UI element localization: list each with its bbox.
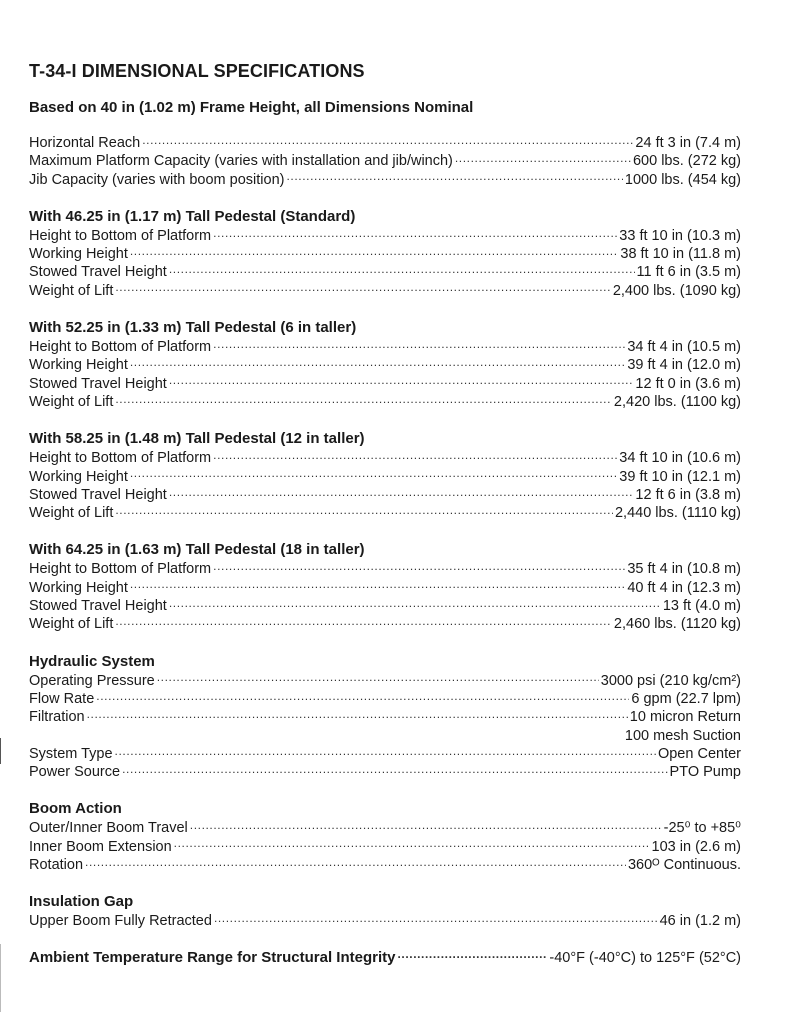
section-heading: Insulation Gap [29,893,134,911]
spec-label: Filtration [29,709,85,726]
dot-leader [174,839,650,851]
spec-value: 2,440 lbs. (1110 kg) [614,505,741,522]
spec-value: 100 mesh Suction [624,727,741,744]
section-heading: Boom Action [29,800,122,818]
spec-value: -40°F (-40°C) to 125°F (52°C) [549,949,741,966]
dot-leader [115,283,610,295]
dot-leader [213,450,617,462]
spec-row-boom-travel [29,819,741,837]
section-heading: With 64.25 in (1.63 m) Tall Pedestal (18 in taller) [29,541,365,559]
spec-row-stowed-travel-height [29,263,741,281]
spec-label: Inner Boom Extension [29,838,172,855]
spec-row-jib-capacity [29,171,741,189]
spec-label: Ambient Temperature Range for Structural Integrity [29,948,396,966]
dot-leader [130,469,617,481]
dot-leader [213,339,625,351]
spec-value: 35 ft 4 in (10.8 m) [627,561,741,578]
spec-row-height-to-bottom [29,338,741,356]
dot-leader [122,764,667,776]
spec-row-upper-boom-retracted [29,912,741,930]
dot-leader [169,264,635,276]
spec-label: Horizontal Reach [29,135,141,151]
dot-leader [213,228,617,240]
dot-leader [115,746,656,758]
spec-label: Weight of Lift [29,393,114,410]
spec-row-filtration [29,708,741,726]
spec-value: 39 ft 4 in (12.0 m) [627,357,741,374]
spec-value: 38 ft 10 in (11.8 m) [620,246,741,263]
pedestal-section-12in [29,429,741,522]
spec-value: 24 ft 3 in (7.4 m) [635,135,741,151]
section-heading: With 46.25 in (1.17 m) Tall Pedestal (Standard) [29,207,356,225]
page-subtitle: Based on 40 in (1.02 m) Frame Height, all Dimensions Nominal [29,99,474,116]
spec-row-inner-boom-extension [29,838,741,856]
spec-value: 12 ft 6 in (3.8 m) [635,486,741,503]
spec-row-system-type [29,745,741,763]
spec-value: 12 ft 0 in (3.6 m) [635,375,741,392]
spec-label: Working Height [29,468,128,485]
spec-row-weight-of-lift [29,504,741,522]
spec-value: 39 ft 10 in (12.1 m) [619,468,741,485]
dot-leader [213,561,625,573]
spec-row-height-to-bottom [29,449,741,467]
spec-value: 1000 lbs. (454 kg) [624,171,741,188]
hydraulic-system-section [29,652,741,782]
spec-row-weight-of-lift [29,615,741,633]
spec-row-horizontal-reach [29,134,741,152]
spec-value: -25⁰ to +85⁰ [663,820,741,837]
spec-label: Jib Capacity (varies with boom position) [29,171,285,188]
dot-leader [130,246,619,258]
spec-row-working-height [29,356,741,374]
spec-row-weight-of-lift [29,393,741,411]
section-heading: With 52.25 in (1.33 m) Tall Pedestal (6 in taller) [29,319,357,337]
dot-leader [130,357,626,369]
spec-value: 40 ft 4 in (12.3 m) [627,579,741,596]
dot-leader [142,135,633,147]
page-title: T-34-I DIMENSIONAL SPECIFICATIONS [29,61,365,81]
spec-label: Flow Rate [29,690,95,707]
dot-leader [214,913,658,925]
dot-leader [96,691,629,703]
spec-value: 34 ft 4 in (10.5 m) [627,339,741,356]
boom-action-section [29,799,741,874]
dot-leader [286,172,622,184]
spec-value: 103 in (2.6 m) [651,838,741,855]
dot-leader [115,616,612,628]
spec-label: Working Height [29,357,128,374]
spec-label: Maximum Platform Capacity (varies with installation and jib/winch) [29,153,453,170]
dot-leader [190,820,662,832]
spec-row-rotation [29,856,741,874]
spec-label: Outer/Inner Boom Travel [29,820,188,837]
dot-leader [115,505,613,517]
spec-label: Weight of Lift [29,505,114,522]
dot-leader [169,487,634,499]
spec-label: Rotation [29,857,84,874]
spec-row-flow-rate [29,690,741,708]
spec-label: Upper Boom Fully Retracted [29,913,212,930]
spec-value: 46 in (1.2 m) [659,913,741,930]
spec-label: Stowed Travel Height [29,598,167,615]
spec-value: 360ᴼ Continuous. [627,857,741,874]
spec-row-working-height [29,245,741,263]
spec-value: 34 ft 10 in (10.6 m) [619,450,741,467]
spec-row-ambient-temperature [29,949,741,967]
general-specs-section [29,134,741,189]
spec-row-working-height [29,468,741,486]
spec-row-power-source [29,763,741,781]
page-edge-mark [0,738,1,764]
spec-label: Weight of Lift [29,616,114,633]
spec-value: 2,460 lbs. (1120 kg) [613,616,741,633]
spec-value: 33 ft 10 in (10.3 m) [619,227,741,244]
spec-value: 11 ft 6 in (3.5 m) [636,264,741,281]
dot-leader [169,376,634,388]
spec-row-height-to-bottom [29,560,741,578]
dot-leader [455,153,631,165]
spec-row-working-height [29,579,741,597]
spec-label: Weight of Lift [29,282,114,299]
spec-label: Stowed Travel Height [29,375,167,392]
spec-label: Operating Pressure [29,672,155,689]
spec-value: 3000 psi (210 kg/cm²) [600,672,741,689]
pedestal-section-18in [29,540,741,633]
spec-row-operating-pressure [29,672,741,690]
spec-row-stowed-travel-height [29,597,741,615]
spec-label: System Type [29,745,113,762]
spec-row-filtration-continued [29,727,741,745]
spec-value: 10 micron Return [629,709,741,726]
spec-label: Power Source [29,764,121,781]
section-heading: With 58.25 in (1.48 m) Tall Pedestal (12 in taller) [29,430,365,448]
spec-label: Working Height [29,246,128,263]
section-heading: Hydraulic System [29,652,155,670]
spec-label: Height to Bottom of Platform [29,227,212,244]
dot-leader [87,709,628,721]
insulation-gap-section [29,892,741,930]
spec-value: Open Center [657,745,741,762]
spec-row-max-platform-capacity [29,152,741,170]
dot-leader [397,950,547,962]
spec-sheet [29,58,741,967]
spec-value: 13 ft (4.0 m) [662,598,741,615]
spec-label: Height to Bottom of Platform [29,450,212,467]
spec-row-stowed-travel-height [29,375,741,393]
dot-leader [85,857,626,869]
spec-label: Working Height [29,579,128,596]
dot-leader [169,598,661,610]
spec-value: 2,420 lbs. (1100 kg) [613,393,741,410]
spec-label: Height to Bottom of Platform [29,339,212,356]
spec-value: 2,400 lbs. (1090 kg) [612,282,741,299]
spec-row-weight-of-lift [29,282,741,300]
spec-value: 600 lbs. (272 kg) [632,153,741,170]
spec-value: PTO Pump [669,764,741,781]
dot-leader [157,673,599,685]
dot-leader [130,580,626,592]
spec-label: Stowed Travel Height [29,486,167,503]
spec-row-stowed-travel-height [29,486,741,504]
page-edge-mark [0,944,1,1012]
spec-label: Stowed Travel Height [29,264,167,281]
pedestal-section-6in [29,318,741,411]
spec-row-height-to-bottom [29,227,741,245]
spec-label: Height to Bottom of Platform [29,561,212,578]
spec-value: 6 gpm (22.7 lpm) [631,690,741,707]
pedestal-section-standard [29,207,741,300]
dot-leader [115,394,612,406]
